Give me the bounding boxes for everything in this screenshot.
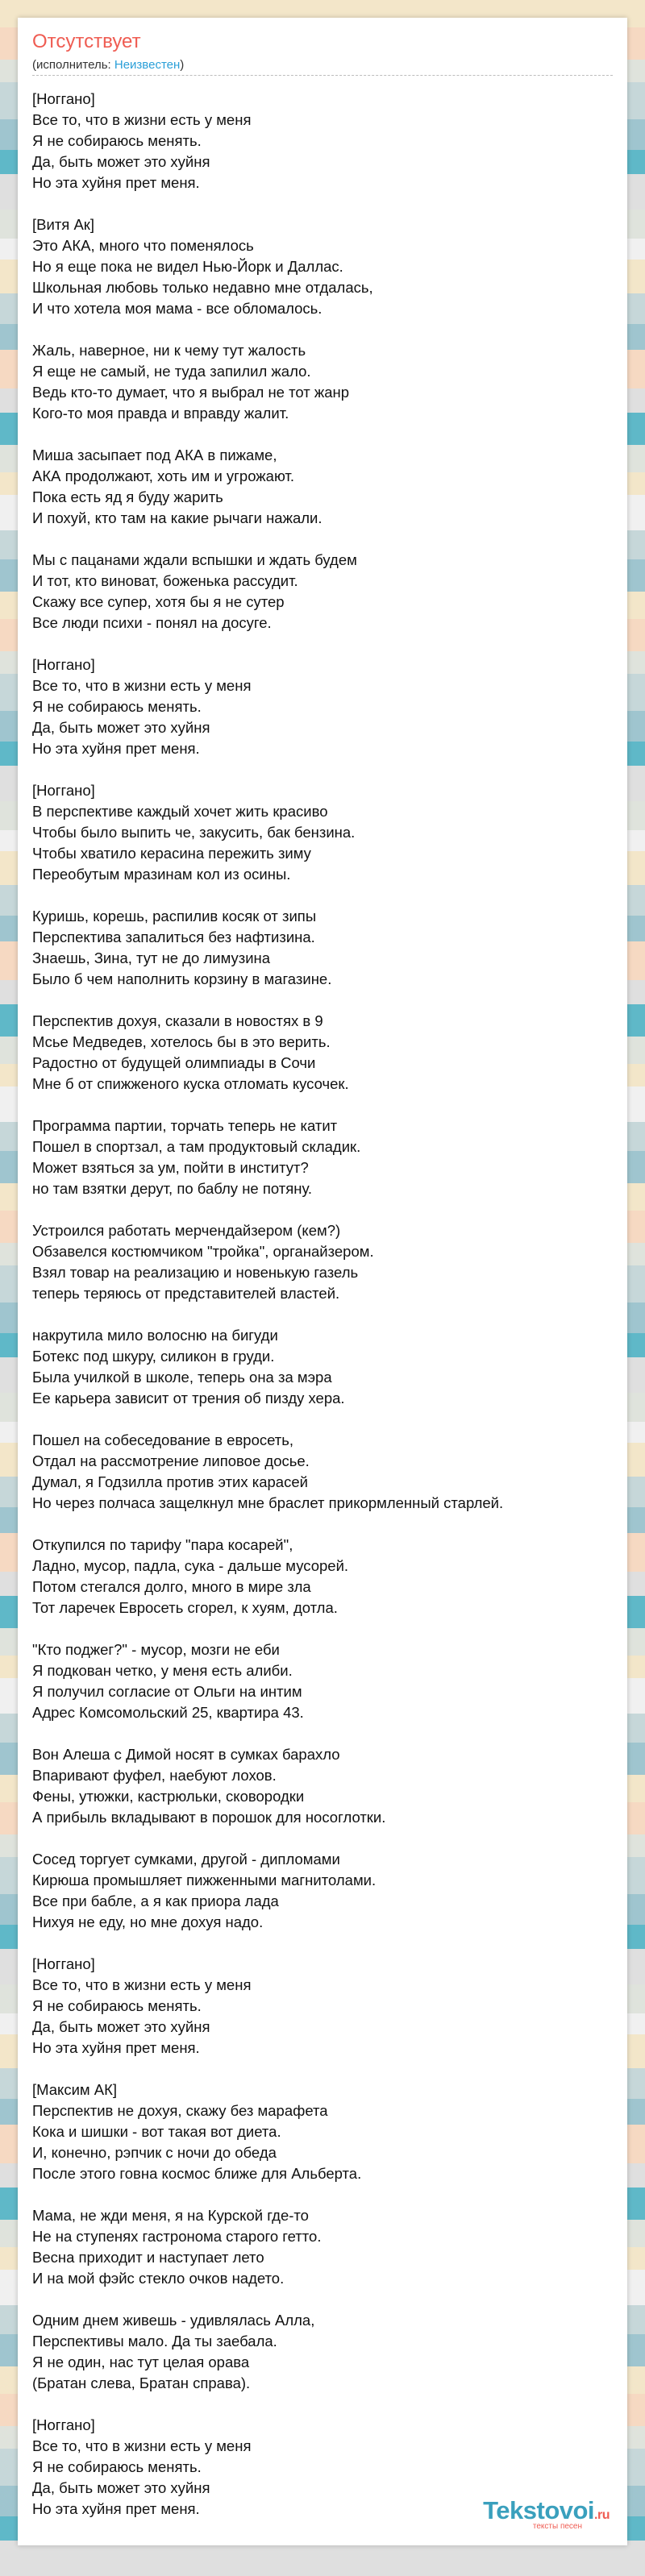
lyric-line: Пошел в спортзал, а там продуктовый складик.: [32, 1138, 361, 1155]
lyric-line: Тот ларечек Евросеть сгорел, к хуям, дотла.: [32, 1599, 338, 1616]
lyric-line: [Ноггано]: [32, 2416, 95, 2433]
stanza: [32, 780, 613, 885]
background-stripe: [0, 2541, 645, 2576]
lyric-line: теперь теряюсь от представителей властей.: [32, 1285, 340, 1302]
lyric-line: И похуй, кто там на какие рычаги нажали.: [32, 509, 322, 526]
lyric-line: Чтобы хватило керасина пережить зиму: [32, 845, 311, 862]
lyric-line: [Витя Ак]: [32, 216, 95, 233]
lyric-line: Знаешь, Зина, тут не до лимузина: [32, 949, 271, 966]
stanza: [32, 214, 613, 319]
stanza: [32, 2079, 613, 2184]
subtitle-prefix: (исполнитель:: [32, 58, 114, 72]
lyric-line: Я получил согласие от Ольги на интим: [32, 1683, 302, 1700]
lyric-line: Все то, что в жизни есть у меня: [32, 1976, 252, 1993]
stanza: [32, 1639, 613, 1723]
stanza: [32, 1954, 613, 2059]
lyric-line: Я не собираюсь менять.: [32, 2458, 202, 2475]
lyric-line: Была училкой в школе, теперь она за мэра: [32, 1369, 332, 1386]
lyric-line: А прибыль вкладывают в порошок для носоглотки.: [32, 1809, 386, 1826]
lyric-line: Мсье Медведев, хотелось бы в это верить.: [32, 1033, 331, 1050]
lyric-line: Устроился работать мерчендайзером (кем?): [32, 1222, 341, 1239]
subtitle-suffix: ): [180, 58, 185, 72]
lyric-line: Я подкован четко, у меня есть алиби.: [32, 1662, 293, 1679]
stanza: [32, 340, 613, 424]
lyric-line: Адрес Комсомольский 25, квартира 43.: [32, 1704, 304, 1721]
lyric-line: Но эта хуйня прет меня.: [32, 2500, 200, 2517]
lyric-line: Но я еще пока не видел Нью-Йорк и Даллас.: [32, 258, 343, 275]
lyric-line: "Кто поджег?" - мусор, мозги не еби: [32, 1641, 280, 1658]
lyric-line: Это АКА, много что поменялось: [32, 237, 254, 254]
lyric-line: Думал, я Годзилла против этих карасей: [32, 1473, 308, 1490]
lyric-line: Мы с пацанами ждали вспышки и ждать будем: [32, 551, 357, 568]
lyric-line: Кирюша промышляет пижженными магнитолами.: [32, 1872, 377, 1888]
lyric-line: Мама, не жди меня, я на Курской где-то: [32, 2207, 309, 2224]
lyric-line: Все люди психи - понял на досуге.: [32, 614, 272, 631]
stanza: [32, 2310, 613, 2394]
lyric-line: Обзавелся костюмчиком "тройка", органайзером.: [32, 1243, 374, 1260]
stanza: [32, 1535, 613, 1618]
lyric-line: Но эта хуйня прет меня.: [32, 174, 200, 191]
lyric-line: АКА продолжают, хоть им и угрожают.: [32, 467, 294, 484]
lyric-line: Переобутым мразинам кол из осины.: [32, 866, 291, 883]
lyric-line: Одним днем живешь - удивлялась Алла,: [32, 2312, 315, 2329]
lyric-line: Чтобы было выпить че, закусить, бак бензина.: [32, 824, 356, 841]
lyric-line: Радостно от будущей олимпиады в Сочи: [32, 1054, 316, 1071]
lyric-line: Может взяться за ум, пойти в институт?: [32, 1159, 309, 1176]
lyric-line: В перспективе каждый хочет жить красиво: [32, 803, 328, 820]
lyric-line: И что хотела моя мама - все обломалось.: [32, 300, 322, 317]
lyric-line: Фены, утюжки, кастрюльки, сковородки: [32, 1788, 305, 1805]
stanza: [32, 2205, 613, 2289]
lyric-line: Перспектива запалиться без нафтизина.: [32, 929, 315, 945]
lyric-line: Я не собираюсь менять.: [32, 1997, 202, 2014]
lyric-line: Перспектив дохуя, сказали в новостях в 9: [32, 1012, 323, 1029]
lyric-line: Потом стегался долго, много в мире зла: [32, 1578, 311, 1595]
lyric-line: Я еще не самый, не туда запилил жало.: [32, 363, 311, 380]
stanza: [32, 1849, 613, 1933]
lyric-line: Перспектив не дохуя, скажу без марафета: [32, 2102, 328, 2119]
lyric-line: Но эта хуйня прет меня.: [32, 740, 200, 757]
lyric-line: Весна приходит и наступает лето: [32, 2249, 264, 2266]
lyric-line: Ботекс под шкуру, силикон в груди.: [32, 1348, 275, 1365]
lyric-line: Перспективы мало. Да ты заебала.: [32, 2333, 277, 2350]
stanza: [32, 550, 613, 634]
lyric-line: Впаривают фуфел, наебуют лохов.: [32, 1767, 277, 1784]
lyric-line: [Ноггано]: [32, 782, 95, 799]
lyric-line: Взял товар на реализацию и новенькую газель: [32, 1264, 359, 1281]
lyric-line: Школьная любовь только недавно мне отдалась,: [32, 279, 373, 296]
stanza: [32, 1325, 613, 1409]
lyric-line: Было б чем наполнить корзину в магазине.: [32, 970, 332, 987]
lyric-line: [Ноггано]: [32, 656, 95, 673]
lyric-line: Откупился по тарифу "пара косарей",: [32, 1536, 293, 1553]
lyric-line: Я не один, нас тут целая орава: [32, 2354, 250, 2370]
lyric-line: Кока и шишки - вот такая вот диета.: [32, 2123, 281, 2140]
stanza: [32, 1744, 613, 1828]
lyric-line: Все то, что в жизни есть у меня: [32, 111, 252, 128]
lyric-line: [Ноггано]: [32, 1955, 95, 1972]
lyric-line: Сосед торгует сумками, другой - дипломами: [32, 1851, 340, 1868]
lyric-line: Да, быть может это хуйня: [32, 153, 210, 170]
lyric-line: Вон Алеша с Димой носят в сумках барахло: [32, 1746, 340, 1763]
lyric-line: Ладно, мусор, падла, сука - дальше мусорей.: [32, 1557, 349, 1574]
logo-tld: .ru: [594, 2508, 610, 2522]
lyric-line: (Братан слева, Братан справа).: [32, 2374, 251, 2391]
lyric-line: Кого-то моя правда и вправду жалит.: [32, 405, 289, 422]
lyric-line: Все то, что в жизни есть у меня: [32, 677, 252, 694]
lyric-line: Ее карьера зависит от трения об пизду хера.: [32, 1390, 345, 1406]
lyric-line: Куришь, корешь, распилив косяк от зипы: [32, 908, 317, 924]
stanza: [32, 1220, 613, 1304]
lyric-line: накрутила мило волосню на бигуди: [32, 1327, 278, 1344]
lyric-line: Пока есть яд я буду жарить: [32, 488, 223, 505]
stanza: [32, 654, 613, 759]
lyric-line: Мне б от спижженого куска отломать кусочек.: [32, 1075, 349, 1092]
song-subtitle: [32, 58, 613, 76]
lyric-line: Жаль, наверное, ни к чему тут жалость: [32, 342, 306, 359]
lyric-line: но там взятки дерут, по баблу не потяну.: [32, 1180, 312, 1197]
lyric-line: И тот, кто виноват, боженька рассудит.: [32, 572, 298, 589]
lyric-line: Да, быть может это хуйня: [32, 2018, 210, 2035]
lyric-line: Скажу все супер, хотя бы я не сутер: [32, 593, 285, 610]
lyric-line: [Ноггано]: [32, 90, 95, 107]
lyric-line: Пошел на собеседование в евросеть,: [32, 1431, 294, 1448]
stanza: [32, 445, 613, 529]
lyric-line: Все при бабле, а я как приора лада: [32, 1893, 279, 1909]
lyric-line: Программа партии, торчать теперь не катит: [32, 1117, 338, 1134]
lyrics-body: [32, 89, 613, 2541]
stanza: [32, 1116, 613, 1199]
lyric-line: Не на ступенях гастронома старого гетто.: [32, 2228, 322, 2245]
artist-link[interactable]: Неизвестен: [114, 58, 181, 72]
lyric-line: Нихуя не еду, но мне дохуя надо.: [32, 1913, 264, 1930]
lyrics-card: [18, 18, 627, 2545]
lyric-line: Миша засыпает под АКА в пижаме,: [32, 447, 277, 463]
lyric-line: И на мой фэйс стекло очков надето.: [32, 2270, 285, 2287]
stanza: [32, 906, 613, 990]
lyric-line: Отдал на рассмотрение липовое досье.: [32, 1452, 310, 1469]
lyric-line: Я не собираюсь менять.: [32, 132, 202, 149]
lyric-line: Но через полчаса защелкнул мне браслет прикормленный старлей.: [32, 1494, 504, 1511]
stanza: [32, 1430, 613, 1514]
lyric-line: Я не собираюсь менять.: [32, 698, 202, 715]
lyric-line: [Максим АК]: [32, 2081, 118, 2098]
lyric-line: После этого говна космос ближе для Альберта.: [32, 2165, 362, 2182]
lyric-line: Все то, что в жизни есть у меня: [32, 2437, 252, 2454]
lyric-line: Ведь кто-то думает, что я выбрал не тот жанр: [32, 384, 350, 401]
stanza: [32, 89, 613, 193]
site-logo[interactable]: [483, 2496, 610, 2531]
lyric-line: Но эта хуйня прет меня.: [32, 2039, 200, 2056]
lyric-line: Да, быть может это хуйня: [32, 2479, 210, 2496]
stanza: [32, 1011, 613, 1095]
logo-tagline: тексты песен: [532, 2522, 582, 2531]
logo-text: Tekstovoi: [483, 2496, 595, 2524]
song-title: Отсутствует: [32, 31, 141, 52]
lyric-line: И, конечно, рэпчик с ночи до обеда: [32, 2144, 277, 2161]
lyric-line: Да, быть может это хуйня: [32, 719, 210, 736]
